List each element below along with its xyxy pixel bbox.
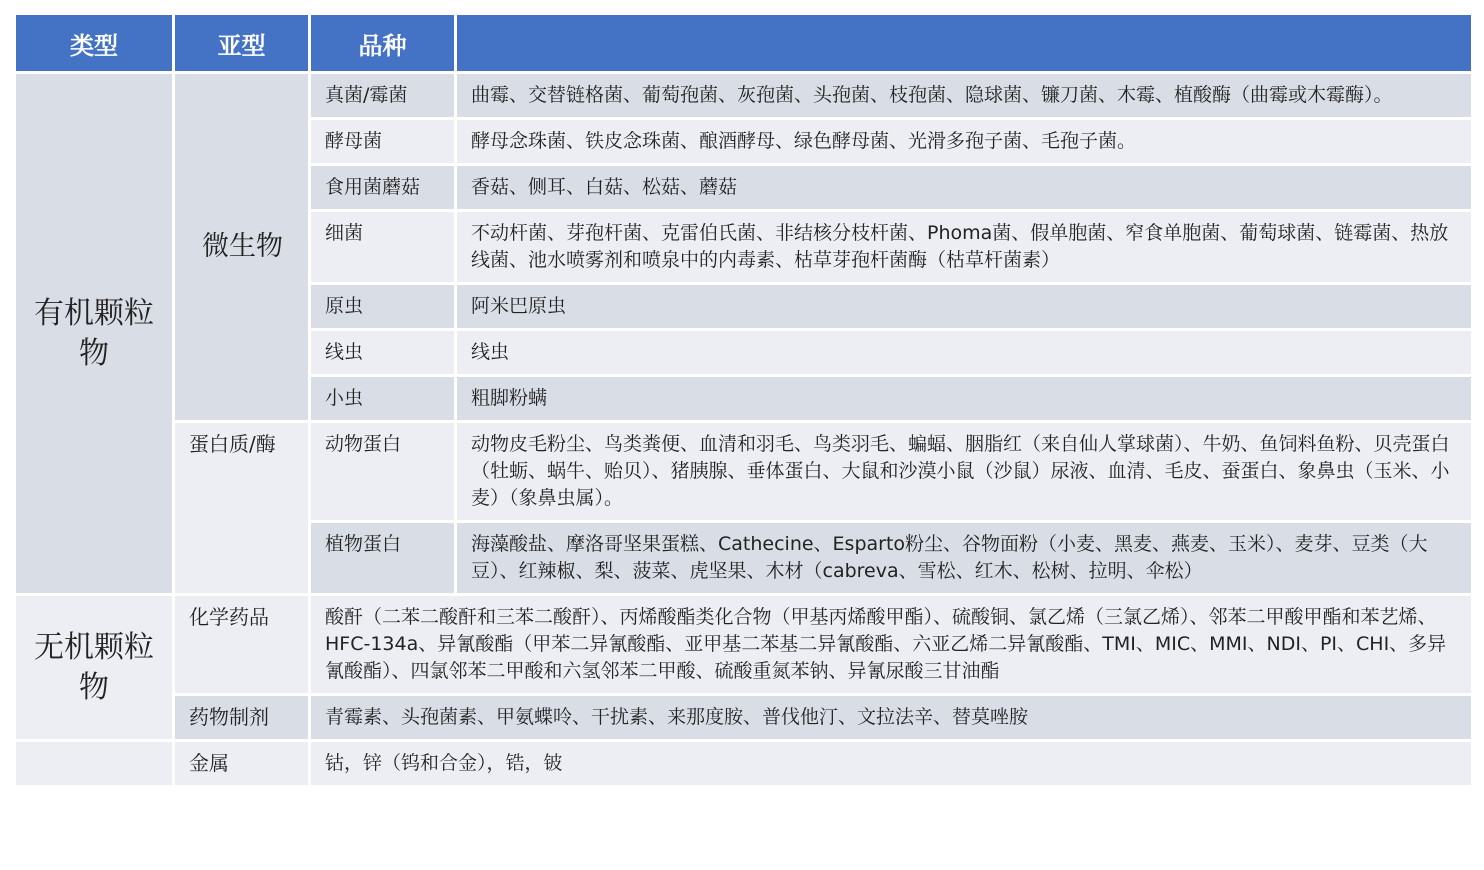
variety-cell: 原虫 bbox=[310, 284, 456, 330]
header-subtype: 亚型 bbox=[174, 14, 310, 73]
table-row bbox=[15, 595, 1473, 695]
detail-cell: 海藻酸盐、摩洛哥坚果蛋糕、Cathecine、Esparto粉尘、谷物面粉（小麦、黑麦、燕麦、玉米）、麦芽、豆类（大豆）、红辣椒、梨、菠菜、虎坚果、木材（cabreva、雪松、红木、松树、拉明、伞松） bbox=[456, 522, 1473, 595]
allergen-table bbox=[13, 12, 1474, 788]
variety-cell: 动物蛋白 bbox=[310, 422, 456, 522]
detail-cell: 动物皮毛粉尘、鸟类粪便、血清和羽毛、鸟类羽毛、蝙蝠、胭脂红（来自仙人掌球菌）、牛奶、鱼饲料鱼粉、贝壳蛋白（牡蛎、蜗牛、贻贝）、猪胰腺、垂体蛋白、大鼠和沙漠小鼠（沙鼠）尿液、血清、毛皮、蚕蛋白、象鼻虫（玉米、小麦）（象鼻虫属）。 bbox=[456, 422, 1473, 522]
type-empty bbox=[15, 741, 174, 787]
subtype-metal: 金属 bbox=[174, 741, 310, 787]
table-row bbox=[15, 73, 1473, 119]
variety-cell: 植物蛋白 bbox=[310, 522, 456, 595]
table-row bbox=[15, 695, 1473, 741]
detail-cell: 粗脚粉螨 bbox=[456, 376, 1473, 422]
detail-cell: 酵母念珠菌、铁皮念珠菌、酿酒酵母、绿色酵母菌、光滑多孢子菌、毛孢子菌。 bbox=[456, 119, 1473, 165]
detail-cell: 曲霉、交替链格菌、葡萄孢菌、灰孢菌、头孢菌、枝孢菌、隐球菌、镰刀菌、木霉、植酸酶（曲霉或木霉酶）。 bbox=[456, 73, 1473, 119]
table-row bbox=[15, 422, 1473, 522]
variety-cell: 细菌 bbox=[310, 211, 456, 284]
header-detail bbox=[456, 14, 1473, 73]
variety-cell: 线虫 bbox=[310, 330, 456, 376]
table-row bbox=[15, 741, 1473, 787]
detail-cell: 酸酐（二苯二酸酐和三苯二酸酐）、丙烯酸酯类化合物（甲基丙烯酸甲酯）、硫酸铜、氯乙烯（三氯乙烯）、邻苯二甲酸甲酯和苯艺烯、HFC-134a、异氰酸酯（甲苯二异氰酸酯、亚甲基二苯基二异氰酸酯、六亚乙烯二异氰酸酯、TMI、MIC、MMI、NDI、PI、CHI、多异氰酸酯）、四氯邻苯二甲酸和六氢邻苯二甲酸、硫酸重氮苯钠、异氰尿酸三甘油酯 bbox=[310, 595, 1473, 695]
variety-cell: 酵母菌 bbox=[310, 119, 456, 165]
variety-cell: 食用菌蘑菇 bbox=[310, 165, 456, 211]
subtype-microbe: 微生物 bbox=[174, 73, 310, 422]
subtype-protein: 蛋白质/酶 bbox=[174, 422, 310, 595]
detail-cell: 钴，锌（钨和合金），锆，铍 bbox=[310, 741, 1473, 787]
detail-cell: 不动杆菌、芽孢杆菌、克雷伯氏菌、非结核分枝杆菌、Phoma菌、假单胞菌、窄食单胞菌、葡萄球菌、链霉菌、热放线菌、池水喷雾剂和喷泉中的内毒素、枯草芽孢杆菌酶（枯草杆菌素） bbox=[456, 211, 1473, 284]
variety-cell: 小虫 bbox=[310, 376, 456, 422]
detail-cell: 青霉素、头孢菌素、甲氨蝶呤、干扰素、来那度胺、普伐他汀、文拉法辛、替莫唑胺 bbox=[310, 695, 1473, 741]
detail-cell: 香菇、侧耳、白菇、松菇、蘑菇 bbox=[456, 165, 1473, 211]
detail-cell: 线虫 bbox=[456, 330, 1473, 376]
variety-cell: 真菌/霉菌 bbox=[310, 73, 456, 119]
header-variety: 品种 bbox=[310, 14, 456, 73]
header-row bbox=[15, 14, 1473, 73]
type-inorganic: 无机颗粒物 bbox=[15, 595, 174, 741]
detail-cell: 阿米巴原虫 bbox=[456, 284, 1473, 330]
type-organic: 有机颗粒物 bbox=[15, 73, 174, 595]
subtype-drug: 药物制剂 bbox=[174, 695, 310, 741]
header-type: 类型 bbox=[15, 14, 174, 73]
subtype-chemical: 化学药品 bbox=[174, 595, 310, 695]
